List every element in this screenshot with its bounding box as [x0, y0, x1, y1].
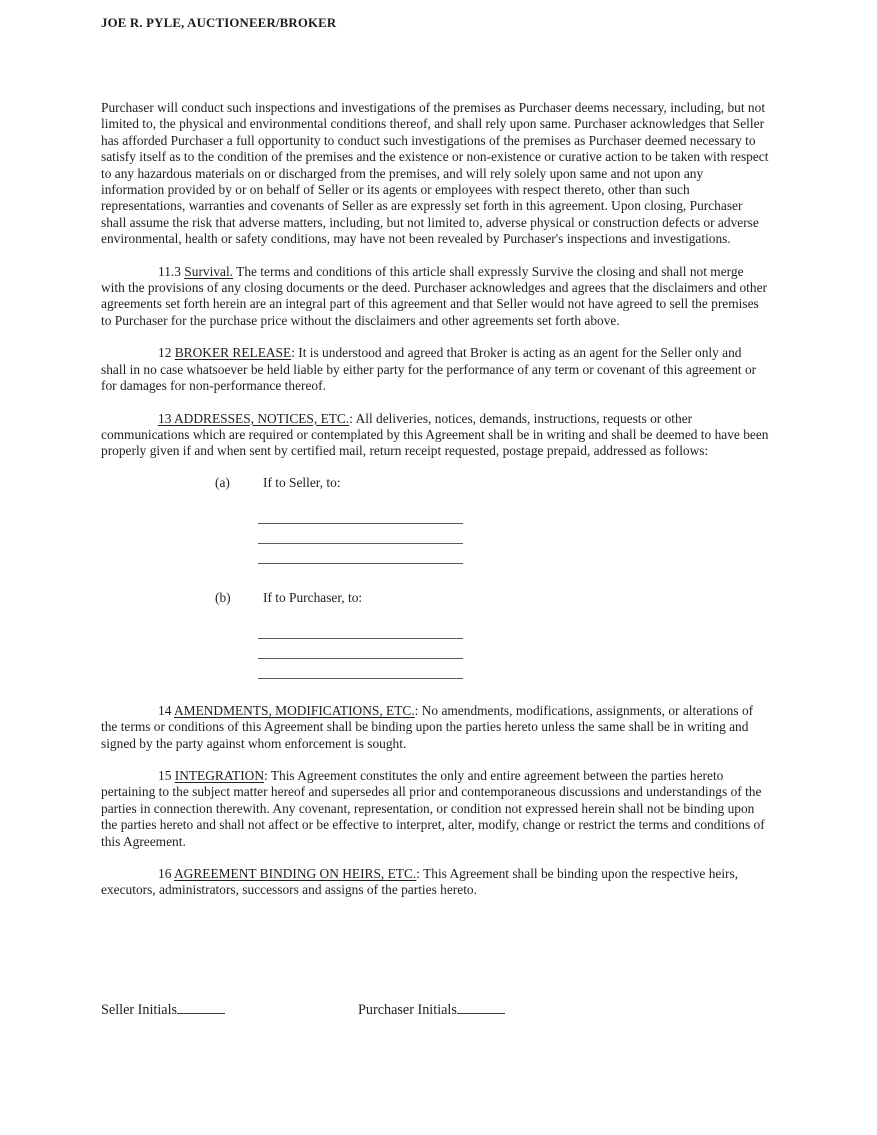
section-heading: Survival.	[184, 263, 234, 279]
address-seller-row	[215, 475, 769, 494]
section-number: 12	[158, 345, 175, 361]
section-number: 11.3	[158, 263, 185, 279]
purchaser-address-blank-line-1	[258, 619, 463, 639]
seller-initials-label: Seller Initials	[101, 1001, 178, 1018]
paragraph-inspections: Purchaser will conduct such inspections and investigations of the premises as Purchaser deems necessary, including, but not limited to, the physical and environmental conditions thereof, and shall rely upon same. Purchaser acknowledges that Seller has afforded Purchaser a full opportunity to conduct such investigations of the premises as Purchaser deemed necessary to satisfy itself as to the condition of the premises and the existence or non-existence or curative action to be taken with respect to any hazardous materials on or discharged from the premises, and will rely solely upon same and not upon any information provided by or on behalf of Seller or its agents or employees with respect thereto, other than such representations, warranties and covenants of Seller as are expressly set forth in this agreement. Upon closing, Purchaser shall assume the risk that adverse matters, including, but not limited to, adverse physical or construction defects or adverse environmental, health or safety conditions, may have not been revealed by Purchaser's inspections and investigations.	[101, 100, 769, 247]
seller-address-blank-line-2	[258, 524, 463, 544]
section-number: 15	[158, 767, 175, 783]
initials-row	[101, 999, 769, 1021]
section-number: 14	[158, 702, 174, 718]
section-16-binding-on-heirs	[101, 866, 769, 899]
section-14-amendments	[101, 703, 769, 752]
section-text: : No amendments, modifications, assignments, or alterations of the terms or conditions of this Agreement shall be binding upon the parties hereto unless the same shall be in writing and signed by the party against whom enforcement is sought.	[101, 702, 754, 751]
seller-initials-blank	[177, 999, 225, 1014]
section-15-integration	[101, 768, 769, 850]
seller-address-blank-line-1	[258, 504, 463, 524]
address-seller-label: If to Seller, to:	[263, 474, 341, 490]
purchaser-initials-label: Purchaser Initials	[358, 1001, 457, 1018]
seller-initials	[101, 999, 225, 1018]
address-purchaser-block	[215, 590, 769, 679]
section-text: : All deliveries, notices, demands, instructions, requests or other communications which are required or contemplated by this Agreement shall be in writing and shall be deemed to have been properly given if and when sent by certified mail, return receipt requested, postage prepaid, addressed as follows:	[101, 410, 769, 459]
section-text: : It is understood and agreed that Broker is acting as an agent for the Seller only and shall in no case whatsoever be held liable by either party for the performance of any term or covenant of this agreement or for damages for non-performance thereof.	[101, 345, 757, 394]
purchaser-initials-blank	[457, 999, 505, 1014]
section-text: The terms and conditions of this article shall expressly Survive the closing and shall not merge with the provisions of any closing documents or the deed. Purchaser acknowledges and agrees that the disclaimers and other agreements set forth herein are an integral part of this agreement and that Seller would not have agreed to sell the premises to Purchaser for the purchase price without the disclaimers and other agreements set forth above.	[101, 263, 767, 328]
section-text: : This Agreement shall be binding upon the respective heirs, executors, administrators, successors and assigns of the parties hereto.	[101, 865, 739, 898]
section-11-3-survival	[101, 264, 769, 330]
document-header: JOE R. PYLE, AUCTIONEER/BROKER	[101, 16, 337, 30]
document-body	[101, 100, 769, 1021]
section-heading: INTEGRATION	[174, 767, 265, 783]
purchaser-address-blank-line-3	[258, 659, 463, 679]
section-heading: BROKER RELEASE	[174, 345, 292, 361]
seller-address-blank-line-3	[258, 544, 463, 564]
section-12-broker-release	[101, 345, 769, 394]
spacer	[215, 609, 769, 619]
address-purchaser-row	[215, 590, 769, 609]
section-heading: AGREEMENT BINDING ON HEIRS, ETC.	[174, 865, 417, 881]
item-label-a: (a)	[215, 474, 230, 490]
address-seller-block	[215, 475, 769, 564]
spacer	[215, 494, 769, 504]
section-13-addresses-notices	[101, 411, 769, 460]
item-label-b: (b)	[215, 589, 231, 605]
section-text: : This Agreement constitutes the only and entire agreement between the parties hereto pertaining to the subject matter hereof and supersedes all prior and contemporaneous discussions and understandings of the parties in connection therewith. Any covenant, representation, or condition not expressed herein shall not be binding upon the parties hereto and shall not affect or be effective to interpret, alter, modify, change or restrict the terms and conditions of this Agreement.	[101, 767, 765, 849]
purchaser-initials	[358, 999, 505, 1018]
section-heading: AMENDMENTS, MODIFICATIONS, ETC.	[174, 702, 415, 718]
address-purchaser-label: If to Purchaser, to:	[263, 589, 363, 605]
section-heading: 13 ADDRESSES, NOTICES, ETC.	[158, 410, 350, 426]
section-number: 16	[158, 865, 174, 881]
purchaser-address-blank-line-2	[258, 639, 463, 659]
